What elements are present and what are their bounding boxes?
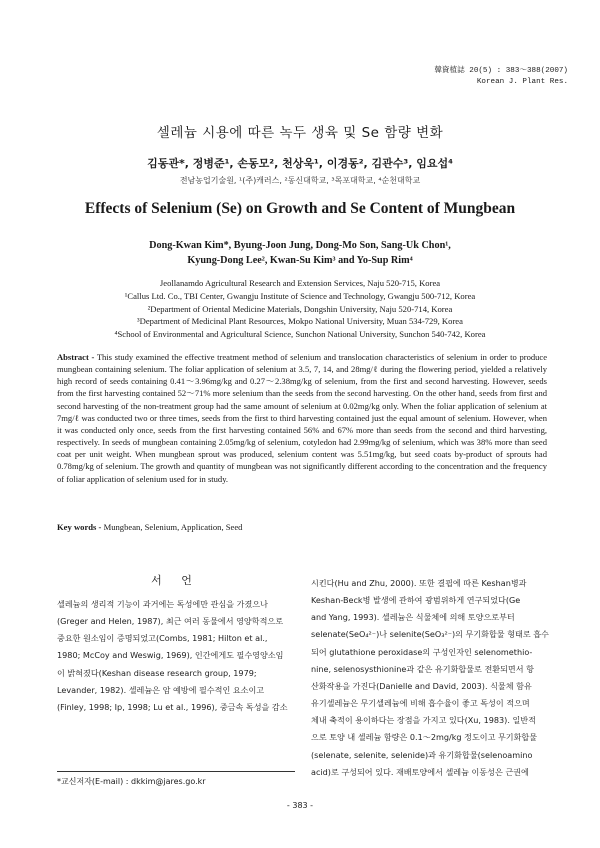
left-column-text — [57, 596, 294, 716]
body-line: 체내 축적이 용이하다는 장점을 가지고 있다(Xu, 1983). 일반적 — [311, 715, 536, 726]
body-line: (selenate, selenite, selenide)과 유기화합물(selenoamino — [311, 749, 533, 760]
keywords-label: Key words - — [57, 522, 102, 532]
corresponding-author-footnote: *교신저자(E-mail) : dkkim@jares.go.kr — [57, 777, 206, 786]
abstract-text: This study examined the effective treatment method of selenium and translocation characteristics of selenium in order to produce mungbean containing selenium. The foliar application of selenium at 3.5, 7, 14, and 28mg/ℓ during the flowering period, yielded a relatively high record of seeds containing 0.41～3.96mg/kg and 0.27～2.38mg/kg of selenium, from the first and second harvesting. However, seeds from the first harvesting contained 52～71% more selenium than the seeds from the second harvesting. On the other hand, seeds from first and second harvesting of the non-treatment group had the same amount of selenium at 0.02mg/kg only. When the foliar application of selenium at 7mg/ℓ was conducted two or three times, seeds from the first to third harvesting contained just the equal amount of selenium. However, when it was conducted only once, seeds from the first harvesting contained 56% and 67% more than seeds from the second and third harvesting, respectively. In seeds of mungbean containing 2.05mg/kg of selenium, cotyledon had 2.99mg/kg of selenium, which was 38% more than seed coat per unit weight. When mungbean sprout was produced, selenium content was 5.51mg/kg, but seed coats by-product of sprouts had 0.78mg/kg of selenium. The growth and quantity of mungbean was not significantly different according to the concentration and the frequency of foliar application of selenium used for in study. — [57, 352, 548, 484]
korean-authors: 김동관*, 정병준¹, 손동모², 천상욱¹, 이경동², 김관수³, 임요섭⁴ — [147, 157, 453, 170]
affiliation-line: Jeollanamdo Agricultural Research and Extension Services, Naju 520-715, Korea — [159, 278, 441, 288]
body-line: 1980; McCoy and Weswig, 1969), 인간에게도 필수영양소임 — [57, 650, 284, 661]
english-title: Effects of Selenium (Se) on Growth and Se Content of Mungbean — [84, 200, 516, 217]
body-line: Levander, 1982). 셀레늄은 암 예방에 필수적인 요소이고 — [57, 684, 265, 695]
english-affiliations — [0, 277, 600, 341]
affiliation-line: ⁴School of Environmental and Agricultural Science, Sunchon National University, Sunchon 540-742, Korea — [114, 329, 486, 340]
korean-affiliations: 전남농업기술원, ¹(주)캐러스, ²동신대학교, ³목포대학교, ⁴순천대학교 — [179, 176, 421, 185]
body-line: nine, selenosysthionine과 같은 유기화합물로 전환되면서 항 — [311, 663, 534, 674]
affiliation-line: ²Department of Oriental Medicine Materials, Dongshin University, Naju 520-714, Korea — [147, 303, 453, 314]
body-line: selenate(SeO₄²⁻)나 selenite(SeO₃²⁻)의 무기화합물 형태로 흡수 — [311, 629, 549, 640]
body-line: and Yang, 1993). 셀레늄은 식물체에 의해 토양으로부터 — [311, 612, 515, 623]
korean-title: 셀레늄 시용에 따른 녹두 생육 및 Se 함량 변화 — [156, 125, 444, 141]
body-line: (Finley, 1998; Ip, 1998; Lu et al., 1996), 중금속 독성을 감소 — [57, 701, 288, 712]
body-line: 산화작용을 가진다(Danielle and David, 2003). 식물체 함유 — [311, 680, 532, 691]
body-line: 셀레늄의 생리적 기능이 과거에는 독성에만 관심을 가졌으나 — [57, 599, 268, 609]
english-authors-line: Kyung-Dong Lee², Kwan-Su Kim³ and Yo-Sup Rim⁴ — [187, 255, 413, 266]
body-line: (Greger and Helen, 1987), 최근 여러 동물에서 영양학적으로 — [57, 616, 284, 627]
affiliation-line: ¹Callus Ltd. Co., TBI Center, Gwangju Institute of Science and Technology, Gwangju 500-712, Korea — [124, 290, 476, 301]
abstract-label: Abstract - — [57, 352, 95, 362]
affiliation-line: ³Department of Medicinal Plant Resources, Mokpo National University, Muan 534-729, Korea — [137, 316, 463, 327]
body-line: 시킨다(Hu and Zhu, 2000). 또한 결핍에 따른 Keshan병과 — [311, 578, 527, 588]
right-column-text — [311, 575, 548, 781]
body-line: 되어 glutathione peroxidase의 구성인자인 selenomethio- — [311, 646, 533, 657]
abstract — [57, 351, 547, 485]
body-line: 중요한 원소임이 증명되었고(Combs, 1981; Hilton et al., — [57, 633, 268, 644]
keywords-text: Mungbean, Selenium, Application, Seed — [103, 522, 243, 532]
english-authors — [0, 238, 600, 268]
english-authors-line: Dong-Kwan Kim*, Byung-Joon Jung, Dong-Mo Son, Sang-Uk Chon¹, — [149, 240, 451, 251]
footnote-divider — [57, 771, 295, 772]
body-line: 으로 토양 내 셀레늄 함량은 0.1～2mg/kg 정도이고 무기화합물 — [311, 732, 538, 743]
page-number: - 383 - — [286, 801, 314, 810]
journal-ref-line-1: 韓資植誌 20(5) : 383～388(2007) — [434, 67, 568, 75]
body-line: Keshan-Beck병 발생에 관하여 광범위하게 연구되었다(Ge — [311, 595, 521, 606]
body-line: 유기셀레늄은 무기셀레늄에 비해 흡수율이 좋고 독성이 적으며 — [311, 698, 530, 709]
keywords — [57, 522, 547, 532]
body-line: 이 밝혀졌다(Keshan disease research group, 1979; — [57, 667, 257, 678]
section-heading-introduction: 서 언 — [151, 574, 200, 587]
journal-ref-line-2: Korean J. Plant Res. — [476, 78, 568, 86]
body-line: acid)로 구성되어 있다. 재배토양에서 셀레늄 이동성은 근권에 — [311, 766, 529, 777]
journal-reference — [388, 66, 568, 88]
